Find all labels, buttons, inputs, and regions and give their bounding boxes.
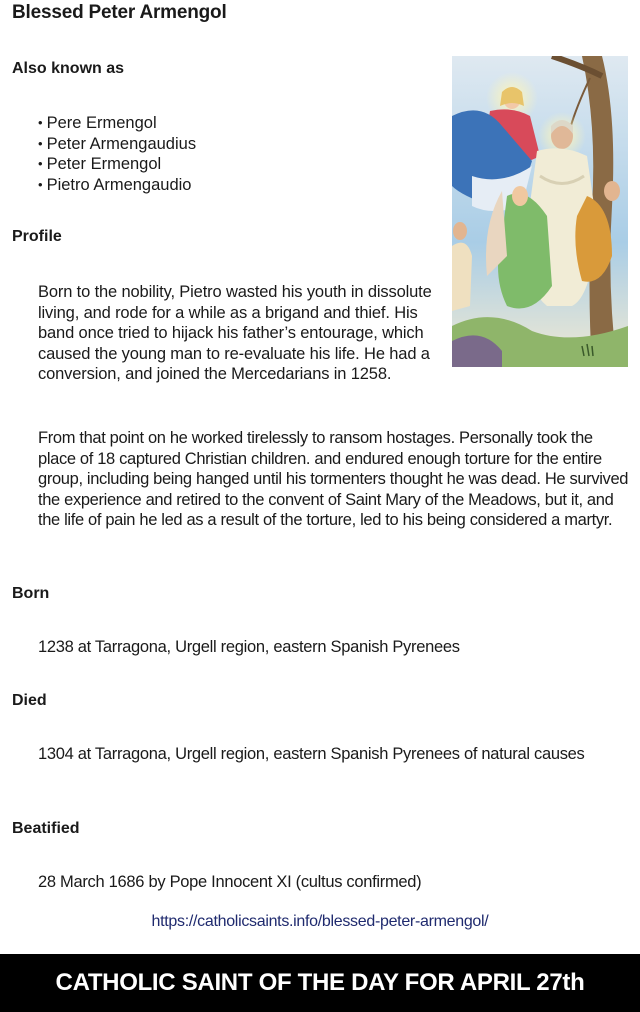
profile-paragraph: From that point on he worked tirelessly to ransom hostages. Personally took the place of 18 captured Christian children. and endured enough torture for the entire group, including being hanged until his tormenters thought he was dead. He survived the experience and retired to the convent of Saint Mary of the Meadows, but it, and the life of pain he led as a result of the torture, led to his being considered a martyr.: [38, 429, 629, 529]
list-item: • Pietro Armengaudio: [38, 175, 196, 196]
profile-paragraph: Born to the nobility, Pietro wasted his youth in dissolute living, and rode for a while as a brigand and thief. His band once tried to hijack his father’s entourage, which caused the young man to re-evaluate his life. He had a conversion, and joined the Mercedarians in 1258.: [38, 283, 432, 383]
saint-holy-card-image: [452, 56, 628, 367]
born-value: 1238 at Tarragona, Urgell region, eastern Spanish Pyrenees: [38, 638, 460, 656]
list-item: • Peter Ermengol: [38, 154, 196, 175]
died-value: 1304 at Tarragona, Urgell region, eastern Spanish Pyrenees of natural causes: [38, 745, 585, 763]
aka-heading: Also known as: [12, 60, 125, 77]
profile-heading: Profile: [12, 228, 62, 245]
list-item: • Peter Armengaudius: [38, 134, 196, 155]
source-link[interactable]: https://catholicsaints.info/blessed-peter-armengol/: [151, 913, 489, 930]
list-item: • Pere Ermengol: [38, 113, 196, 134]
footer-banner-text: CATHOLIC SAINT OF THE DAY FOR APRIL 27th: [55, 969, 585, 996]
page-title: Blessed Peter Armengol: [12, 2, 227, 23]
footer-banner: [0, 954, 640, 1012]
beatified-value: 28 March 1686 by Pope Innocent XI (cultus confirmed): [38, 873, 422, 891]
died-heading: Died: [12, 692, 47, 709]
born-heading: Born: [12, 585, 50, 602]
beatified-heading: Beatified: [12, 820, 80, 837]
aka-list: [38, 113, 196, 195]
